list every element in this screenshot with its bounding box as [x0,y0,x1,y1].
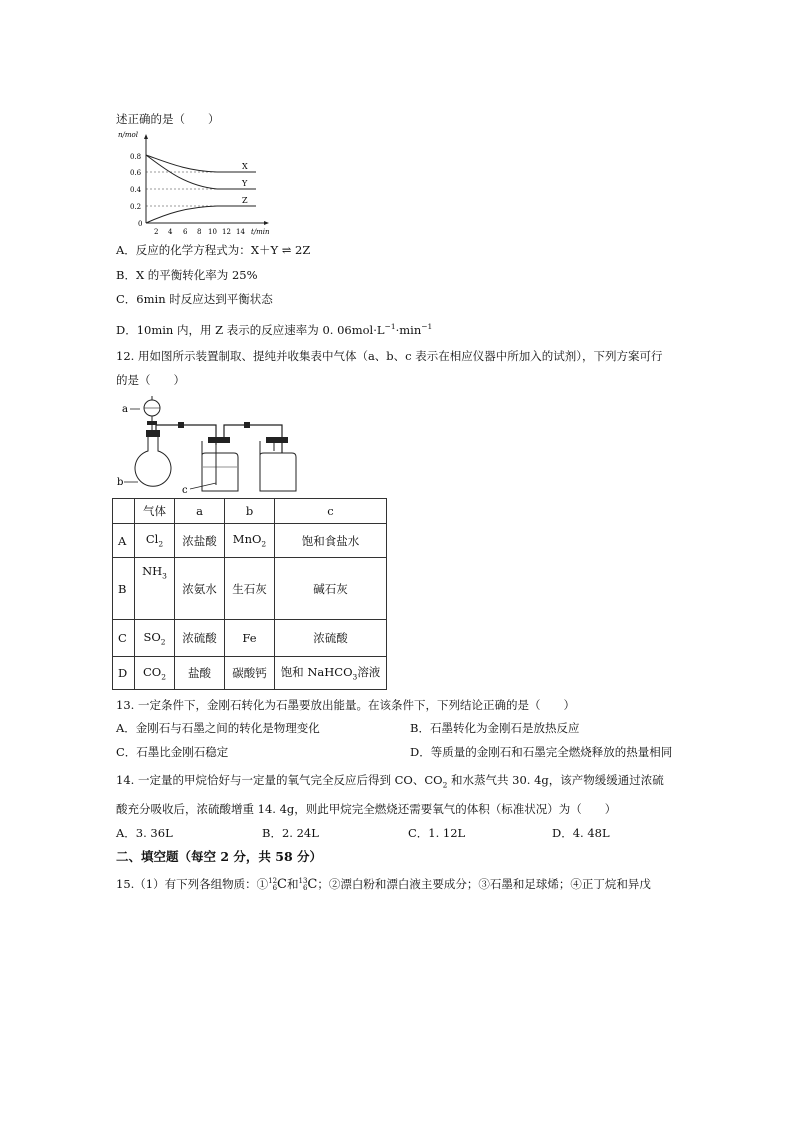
table-row [113,524,387,558]
row-letter: B [113,558,135,620]
curve-label-z: Z [242,196,248,205]
q11-stem-tail: 述正确的是（ ） [116,112,220,126]
q11-option-d-unit-min: ·min [395,322,422,337]
header-gas: 气体 [135,499,175,524]
gas-formula: NH [142,564,163,578]
y-tick-0.8: 0.8 [130,153,142,161]
table-header-row [113,499,387,524]
q12-apparatus-diagram [116,393,316,498]
y-axis-arrow [144,134,148,139]
row-a: 浓盐酸 [175,524,225,558]
row-letter: D [113,657,135,690]
q14-line1-pre: 14. 一定量的甲烷恰好与一定量的氧气完全反应后得到 CO、CO [116,773,443,787]
q15-stem [116,876,651,893]
q13-option-c: C．石墨比金刚石稳定 [116,745,229,759]
table-row [113,620,387,657]
row-letter: A [113,524,135,558]
b-subscript: 2 [261,539,267,549]
gas-subscript: 2 [161,672,166,682]
tube-flask-to-washer [156,425,216,445]
header-a: a [175,499,225,524]
graph-ylabel: n/mol [118,131,138,139]
washer-stopper [208,437,230,443]
q15-and: 和 [286,877,299,891]
y-tick-0: 0 [138,220,143,228]
section-title: 二、填空题（每空 2 分，共 58 分） [116,849,323,864]
q11-option-d-text: D．10min 内，用 Z 表示的反应速率为 0. 06 [116,322,352,337]
q11-graph [116,128,276,238]
table-row [113,657,387,690]
gas-formula: SO [143,629,161,644]
q12-stem-line1: 12. 用如图所示装置制取、提纯并收集表中气体（a、b、c 表示在相应仪器中所加入的试剂），下列方案可行 [116,349,663,363]
header-c: c [275,499,387,524]
curve-label-x: X [242,162,248,171]
curve-z [146,206,256,223]
q14-stem-line1 [116,772,664,793]
c-text-post: 溶液 [357,665,381,680]
table-row [113,558,387,620]
q15-part1: 15.（1）有下列各组物质：① [116,877,269,891]
q14-option-b: B．2. 24L [262,826,319,840]
row-b: Fe [225,620,275,657]
row-a: 浓硫酸 [175,620,225,657]
q13-stem: 13. 一定条件下，金刚石转化为石墨要放出能量。在该条件下，下列结论正确的是（ ） [116,698,575,712]
y-tick-0.6: 0.6 [130,169,142,177]
row-a: 盐酸 [175,657,225,690]
x-tick-14: 14 [236,228,245,236]
row-b [225,524,275,558]
q13-option-d: D．等质量的金刚石和石墨完全燃烧释放的热量相同 [410,745,673,759]
c12-mass-number: 12 [268,877,278,885]
q11-option-c: C．6min 时反应达到平衡状态 [116,292,273,306]
q11-option-d [116,319,432,338]
curve-x [146,155,256,172]
tube-clamp-1 [178,422,184,428]
x-tick-6: 6 [183,228,188,236]
row-gas [135,558,175,620]
label-c: c [182,485,188,496]
row-c: 浓硫酸 [275,620,387,657]
q11-option-d-exp2: −1 [421,322,433,331]
row-a: 浓氨水 [175,558,225,620]
row-c: 碱石灰 [275,558,387,620]
c12-atomic-number: 6 [272,884,278,892]
q13-option-b: B．石墨转化为金刚石是放热反应 [410,721,580,735]
x-tick-12: 12 [222,228,231,236]
x-tick-8: 8 [197,228,202,236]
row-gas [135,620,175,657]
q13-option-a: A．金刚石与石墨之间的转化是物理变化 [116,721,320,735]
q11-option-d-exp1: −1 [384,322,396,331]
collector-stopper [266,437,288,443]
row-b: 生石灰 [225,558,275,620]
row-b: 碳酸钙 [225,657,275,690]
gas-washing-bottle [202,441,238,491]
gas-subscript: 2 [160,637,166,647]
gas-subscript: 3 [162,571,167,581]
q11-option-b: B．X 的平衡转化率为 25% [116,268,258,282]
curve-label-y: Y [242,179,248,188]
row-gas [135,524,175,558]
funnel-stopcock [147,421,157,425]
gas-collecting-bottle [260,441,296,491]
label-b: b [117,477,124,488]
row-letter: C [113,620,135,657]
tube-clamp-2 [244,422,250,428]
x-tick-10: 10 [208,228,217,236]
q14-option-d: D．4. 48L [552,826,610,840]
label-a: a [122,404,128,415]
c13-mass-number: 13 [298,877,308,885]
x-axis-arrow [264,221,269,225]
x-tick-2: 2 [154,228,159,236]
q11-option-d-unit-mol: mol·L [351,322,385,337]
gas-formula: Cl [145,532,159,547]
x-tick-4: 4 [168,228,173,236]
q11-option-a-text: A．反应的化学方程式为： [116,243,251,257]
flask-stopper [146,430,160,437]
q14-option-c: C．1. 12L [408,826,466,840]
c12-element: C [277,877,287,892]
q12-stem-line2: 的是（ ） [116,373,185,387]
q14-co2-subscript: 2 [442,780,448,790]
row-c [275,657,387,690]
b-formula: MnO [232,532,262,547]
c13-atomic-number: 6 [302,884,308,892]
c13-element: C [307,877,318,892]
row-gas [135,657,175,690]
row-c: 饱和食盐水 [275,524,387,558]
q14-option-a: A．3. 36L [116,826,173,840]
q15-part2: ；②漂白粉和漂白液主要成分；③石墨和足球烯；④正丁烷和异戊 [317,877,651,891]
graph-xlabel: t/min [251,228,270,236]
q11-option-a [116,242,310,258]
round-bottom-flask [135,437,171,486]
y-tick-0.2: 0.2 [130,203,142,211]
c-text-pre: 饱和 NaHCO [280,665,353,680]
c-subscript: 3 [352,672,358,682]
header-blank [113,499,135,524]
q12-options-table [112,498,387,690]
gas-formula: CO [142,664,162,679]
y-tick-0.4: 0.4 [130,186,142,194]
q14-stem-line2: 酸充分吸收后，浓硫酸增重 14. 4g，则此甲烷完全燃烧还需要氧气的体积（标准状况）为（ ） [116,802,617,816]
header-b: b [225,499,275,524]
gas-subscript: 2 [158,539,164,549]
q14-line1-post: 和水蒸气共 30. 4g，该产物缓缓通过浓硫 [447,773,664,787]
q11-option-a-equation: X＋Y ⇌ 2Z [250,243,311,257]
c12-isotope-numbers [268,878,277,892]
